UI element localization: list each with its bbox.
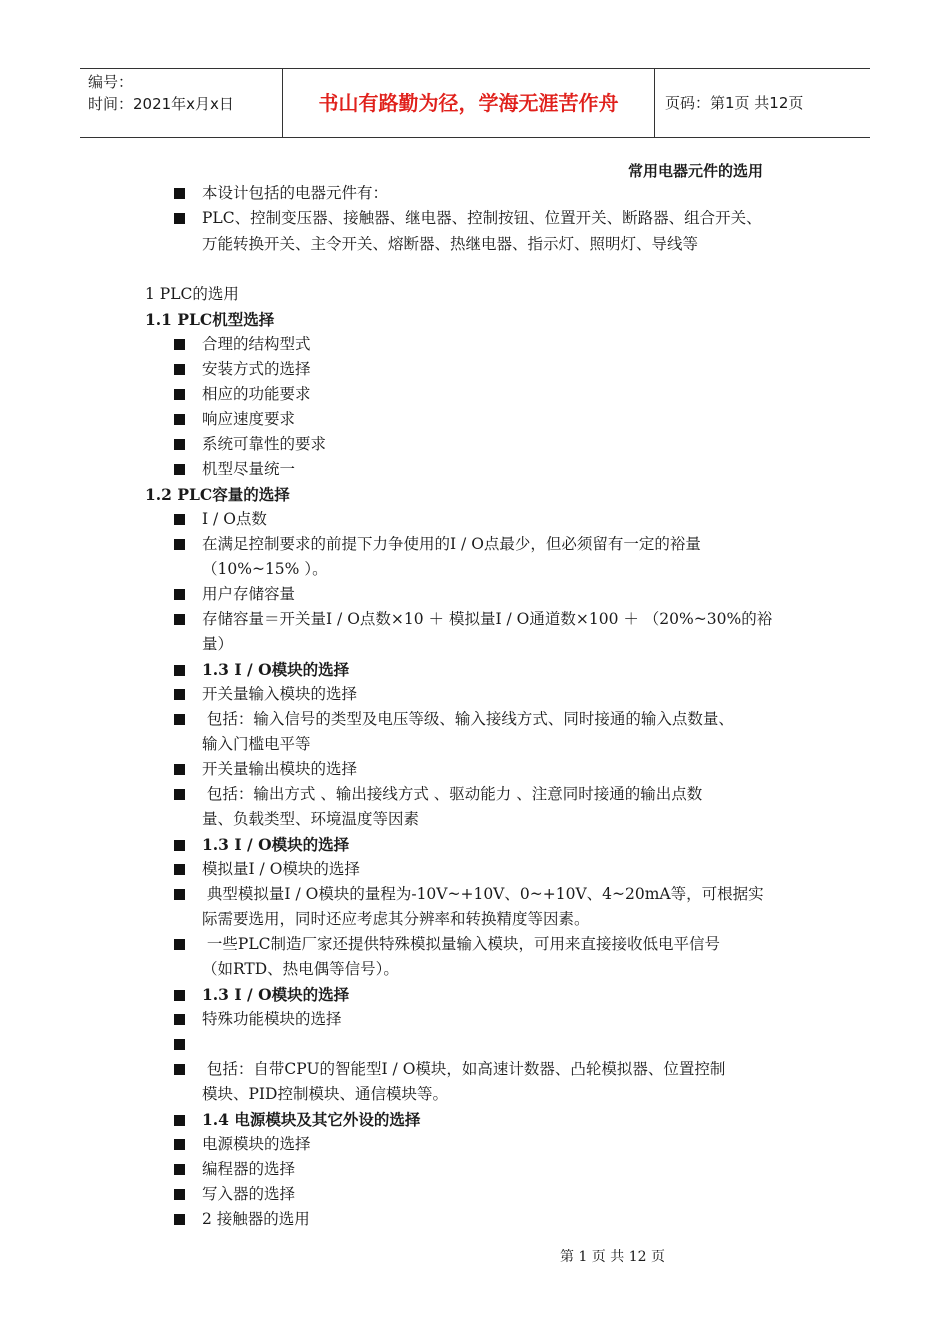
number-label: 编号： — [88, 73, 134, 91]
bullet-item: 用户存储容量 — [174, 582, 295, 607]
section-heading: 1 PLC的选用 — [145, 285, 239, 303]
bullet-item: 一些PLC制造厂家还提供特殊模拟量输入模块，可用来直接接收低电平信号 — [174, 932, 720, 957]
bullet-item — [174, 1032, 202, 1057]
bullet-square-icon — [174, 439, 185, 450]
bullet-square-icon — [174, 539, 185, 550]
bullet-square-icon — [174, 864, 185, 875]
bullet-square-icon — [174, 514, 185, 525]
bullet-item: 1.3 I / O模块的选择 — [174, 657, 349, 683]
bullet-square-icon — [174, 990, 185, 1001]
bullet-square-icon — [174, 665, 185, 676]
bullet-item: 包括：输入信号的类型及电压等级、输入接线方式、同时接通的输入点数量、 — [174, 707, 734, 732]
continuation-line: 际需要选用，同时还应考虑其分辨率和转换精度等因素。 — [202, 910, 590, 928]
header-meta — [80, 69, 283, 137]
bullet-item: 响应速度要求 — [174, 407, 295, 432]
page-header — [80, 68, 870, 138]
bullet-square-icon — [174, 840, 185, 851]
page-indicator: 页码：第1页 共12页 — [665, 94, 804, 112]
bullet-square-icon — [174, 889, 185, 900]
bullet-item: 包括：自带CPU的智能型I / O模块，如高速计数器、凸轮模拟器、位置控制 — [174, 1057, 725, 1082]
bullet-square-icon — [174, 414, 185, 425]
bullet-square-icon — [174, 1189, 185, 1200]
bullet-item: 系统可靠性的要求 — [174, 432, 326, 457]
subsection-heading: 1.2 PLC容量的选择 — [145, 485, 290, 504]
bullet-square-icon — [174, 339, 185, 350]
bullet-square-icon — [174, 589, 185, 600]
bullet-square-icon — [174, 364, 185, 375]
bullet-item: 特殊功能模块的选择 — [174, 1007, 342, 1032]
bullet-square-icon — [174, 789, 185, 800]
bullet-square-icon — [174, 1039, 185, 1050]
bullet-square-icon — [174, 1115, 185, 1126]
bullet-square-icon — [174, 464, 185, 475]
bullet-item: 1.3 I / O模块的选择 — [174, 982, 349, 1008]
bullet-item: 本设计包括的电器元件有： — [174, 181, 388, 206]
bullet-square-icon — [174, 689, 185, 700]
bullet-item: 开关量输入模块的选择 — [174, 682, 357, 707]
bullet-item: 合理的结构型式 — [174, 332, 311, 357]
continuation-line: 万能转换开关、主令开关、熔断器、热继电器、指示灯、照明灯、导线等 — [202, 235, 699, 253]
bullet-item: 安装方式的选择 — [174, 357, 311, 382]
time-label: 时间：2021年x月x日 — [88, 95, 234, 113]
bullet-square-icon — [174, 939, 185, 950]
bullet-square-icon — [174, 614, 185, 625]
bullet-item: 电源模块的选择 — [174, 1132, 311, 1157]
bullet-square-icon — [174, 188, 185, 199]
continuation-line: 量） — [202, 635, 234, 653]
page-footer: 第 1 页 共 12 页 — [560, 1249, 665, 1265]
continuation-line: 输入门槛电平等 — [202, 735, 311, 753]
bullet-square-icon — [174, 714, 185, 725]
bullet-item: 存储容量＝开关量I / O点数×10 ＋ 模拟量I / O通道数×100 ＋ （20%~30%的裕 — [174, 607, 772, 632]
bullet-square-icon — [174, 1064, 185, 1075]
bullet-square-icon — [174, 1164, 185, 1175]
bullet-item: 开关量输出模块的选择 — [174, 757, 357, 782]
bullet-item: 模拟量I / O模块的选择 — [174, 857, 360, 882]
bullet-item: 编程器的选择 — [174, 1157, 295, 1182]
bullet-item: 包括：输出方式 、输出接线方式 、驱动能力 、注意同时接通的输出点数 — [174, 782, 702, 807]
bullet-square-icon — [174, 1139, 185, 1150]
bullet-square-icon — [174, 213, 185, 224]
bullet-item: 在满足控制要求的前提下力争使用的I / O点最少，但必须留有一定的裕量 — [174, 532, 701, 557]
subsection-heading: 1.1 PLC机型选择 — [145, 310, 275, 329]
continuation-line: 量、负载类型、环境温度等因素 — [202, 810, 420, 828]
bullet-item: I / O点数 — [174, 507, 267, 532]
bullet-square-icon — [174, 1014, 185, 1025]
bullet-square-icon — [174, 1214, 185, 1225]
motto: 书山有路勤为径，学海无涯苦作舟 — [283, 69, 655, 137]
bullet-item: PLC、控制变压器、接触器、继电器、控制按钮、位置开关、断路器、组合开关、 — [174, 206, 762, 231]
bullet-item: 典型模拟量I / O模块的量程为-10V~+10V、0~+10V、4~20mA等，可根据实 — [174, 882, 764, 907]
bullet-item: 2 接触器的选用 — [174, 1207, 310, 1232]
bullet-square-icon — [174, 764, 185, 775]
continuation-line: （10%~15% ）。 — [202, 560, 328, 578]
bullet-item: 机型尽量统一 — [174, 457, 295, 482]
bullet-item: 1.3 I / O模块的选择 — [174, 832, 349, 858]
continuation-line: 模块、PID控制模块、通信模块等。 — [202, 1085, 448, 1103]
bullet-square-icon — [174, 389, 185, 400]
bullet-item: 1.4 电源模块及其它外设的选择 — [174, 1107, 420, 1133]
document-title: 常用电器元件的选用 — [628, 162, 764, 180]
bullet-item: 写入器的选择 — [174, 1182, 295, 1207]
bullet-item: 相应的功能要求 — [174, 382, 311, 407]
continuation-line: （如RTD、热电偶等信号）。 — [202, 960, 399, 978]
